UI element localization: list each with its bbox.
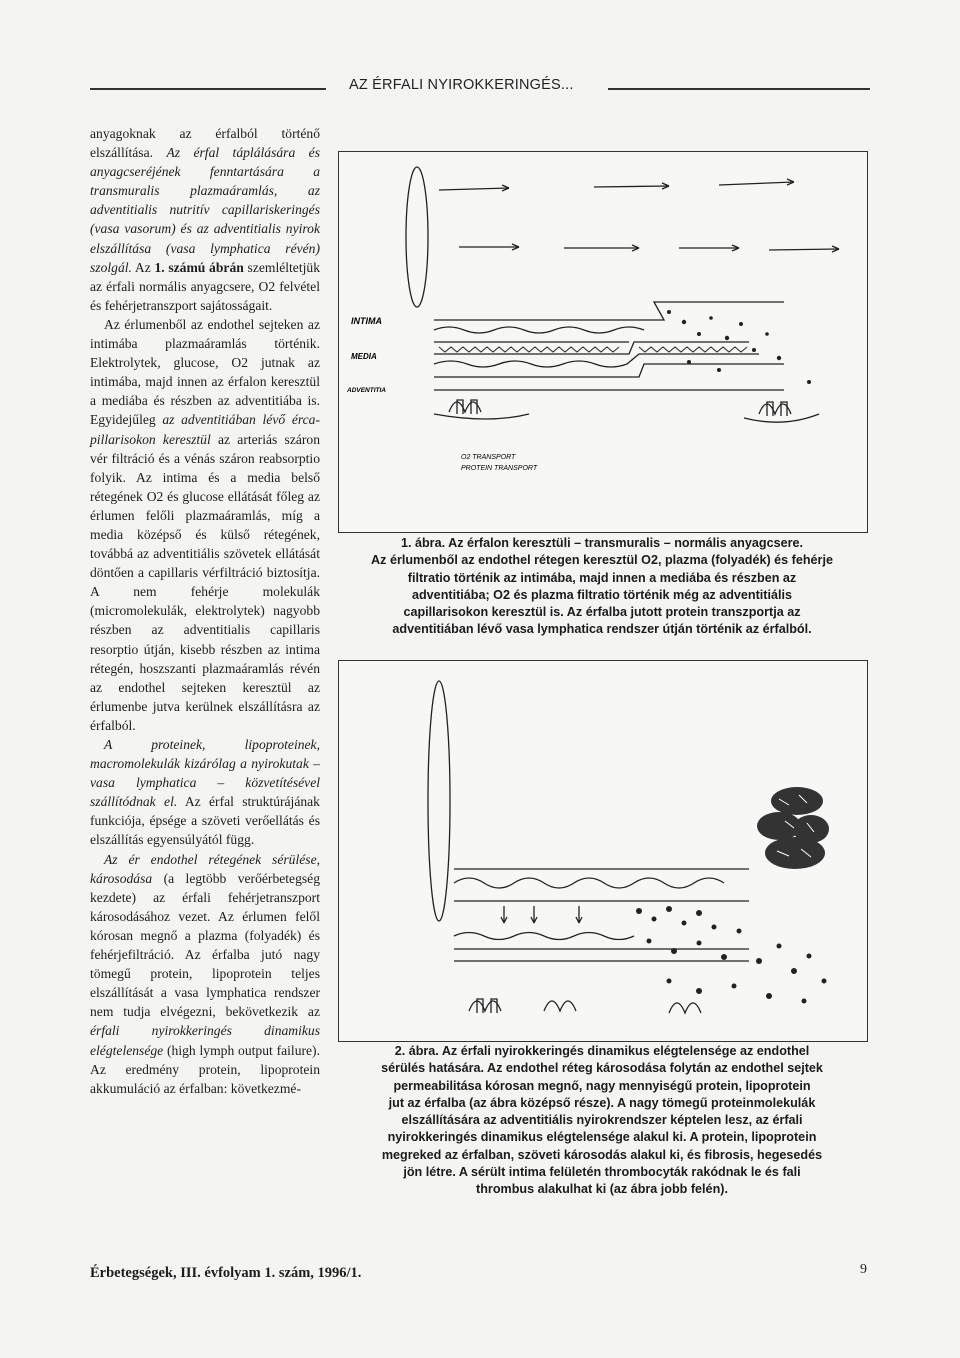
vessel-lumen-oval bbox=[406, 167, 428, 307]
paragraph-2: Az érlumenből az endothel sejteken az intimába plazmaáramlás történik. Elektrolytek, glucose, O2 jutnak az intimába, majd innen az érfalon keresztül a mediába és részben az adventitiába is. Egyidejűleg az adventitiában lévő ércapillarisokon keresztül az arteriás száron vér filtráció és a vénás száron reabsorptio folyik. Az intima és a media belső rétegének O2 és glucose ellátását főleg az érlumen felőli plazmaáramlás, míg a media középső és külső rétegének, továbbá az adventitiális szövetek ellátását döntően a capillaris vérfiltráció biztosítja. A nem fehérje molekulák (micromolekulák, elektrolytek) nagyobb részben az adventitialis capillaris resorptio útján, kisebb részben az intima rétegén, hoszszanti plazmaáramlás révén az endothel sejteken keresztül az érlumenbe jutva kerülnek elszállításra az érfalból. bbox=[90, 316, 321, 733]
figure-1-caption: 1. ábra. Az érfalon keresztüli – transmuralis – normális anyagcsere. Az érlumenből az endothel rétegen keresztül O2, plazma (folyadék) és fehérje filtratio történik az intimába, majd innen a mediába és részben az adventitiába; O2 és plazma filtratio történik még az adventitiális capillarisokon keresztül is. Az érfalba jutott protein transzportja az adventitiában lévő vasa lymphatica rendszer útján történik az érfalból. bbox=[371, 536, 833, 637]
paragraph-4: Az ér endothel rétegének sérülése, károsodása (a legtöbb verőérbetegség kezdete) az érfali fehérjetranszport károsodásához vezet. Az érlumen felől kórosan megnő a plazma (folyadék) és fehérjefiltráció. Az érfalba jutó nagy tömegű protein, lipoprotein teljes elszállítását a vasa lymphatica rendszer nem tudja elvégezni, bekövetkezik az érfali nyirokkeringés dinamikus elégtelensége (high lymph output failure). Az eredmény protein, lipoprotein akkumuláció az érfalban: következmé- bbox=[90, 851, 320, 1096]
label-intima: INTIMA bbox=[351, 316, 382, 326]
figure-1 bbox=[338, 151, 868, 533]
page-number: 9 bbox=[860, 1262, 867, 1277]
legend-protein: PROTEIN TRANSPORT bbox=[461, 465, 538, 472]
figure-2-caption: 2. ábra. Az érfali nyirokkeringés dinamikus elégtelensége az endothel sérülés hatására. Az endothel réteg károsodása folytán az endothel sejtek permeabilitása kórosan megnő, nagy mennyiségű protein, lipoprotein jut az érfalba (az ábra középső része). A nagy tömegű proteinmolekulák elszállítására az adventitiális nyirokrendszer képtelen lesz, az érfali nyirokkeringés dinamikus elégtelensége alakul ki. A protein, lipoprotein megreked az érfalban, szöveti károsodás alakul ki, és fibrosis, hegesedés jön létre. A sérült intima felületén thrombocyták rakódnak le és fali thrombus alakulhat ki (az ábra jobb felén). bbox=[381, 1044, 823, 1197]
header-rule-left bbox=[90, 88, 326, 90]
label-adventitia: ADVENTITIA bbox=[347, 387, 386, 394]
paragraph-1: anyagoknak az érfalból történő elszállítása. Az érfal táplálására és anyagcseréjének fenntartására a transmuralis plazmaáramlás, az adventitialis nutritív capillariskeringés (vasa vasorum) és az adventitialis nyirok elszállítása (vasa lymphatica révén) szolgál. Az 1. számú ábrán szemléltetjük az érfali normális anyagcsere, O2 felvétel és fehérjetranszport sajátosságait. bbox=[90, 126, 320, 313]
body-text-column bbox=[90, 124, 320, 1098]
label-media: MEDIA bbox=[351, 352, 377, 361]
vessel-lumen-oval bbox=[428, 681, 450, 921]
figure-2-drawing bbox=[339, 661, 867, 1041]
legend-o2: O2 TRANSPORT bbox=[461, 454, 516, 461]
paragraph-3: A proteinek, lipoproteinek, macromolekulák kizárólag a nyirokutak – vasa lymphatica – közvetítésével szállítódnak el. Az érfal struktúrájának funkciója, épsége a szöveti verőellátás és elszállítás egyensúlyától függ. bbox=[90, 737, 320, 848]
running-head: AZ ÉRFALI NYIROKKERINGÉS... bbox=[349, 77, 574, 93]
header-rule-right bbox=[608, 88, 870, 90]
journal-footer: Érbetegségek, III. évfolyam 1. szám, 1996/1. bbox=[90, 1265, 362, 1281]
figure-2 bbox=[338, 660, 868, 1042]
thrombus-mass bbox=[757, 787, 829, 869]
figure-1-drawing bbox=[339, 152, 867, 532]
